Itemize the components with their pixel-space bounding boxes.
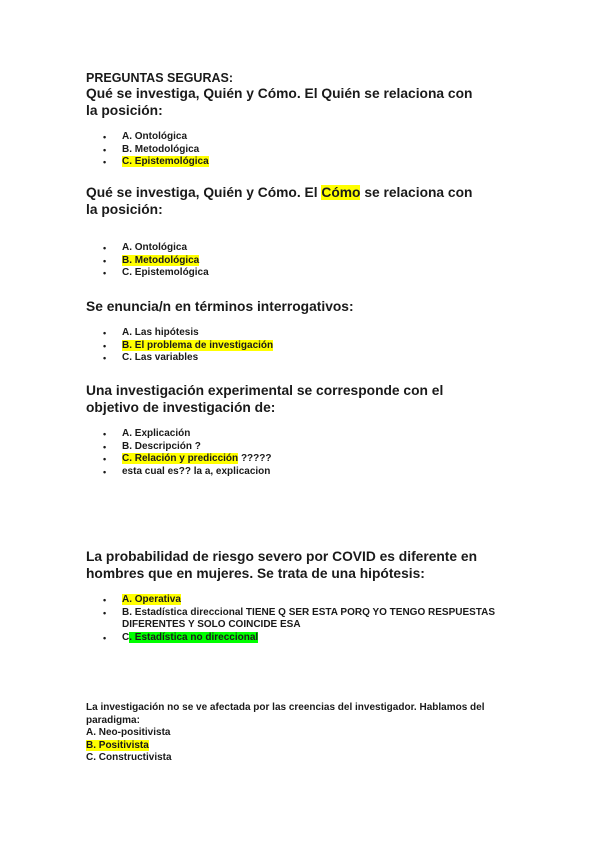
highlighted-answer: A. Operativa xyxy=(122,594,181,605)
question-6 xyxy=(86,702,496,765)
list-item: • C. Relación y predicción ????? xyxy=(103,453,272,464)
list-item: • C. Epistemológica xyxy=(103,267,209,278)
bullet-icon: • xyxy=(103,132,107,142)
list-item: • B. Descripción ? xyxy=(103,440,201,452)
question-4-options xyxy=(86,428,486,478)
bullet-icon: • xyxy=(103,328,107,338)
bullet-icon: • xyxy=(103,441,107,452)
bullet-icon: • xyxy=(103,595,107,605)
bullet-icon: • xyxy=(103,454,107,464)
bullet-icon: • xyxy=(103,632,107,643)
question-6-option-c: C. Constructivista xyxy=(86,752,172,763)
highlighted-answer: B. Positivista xyxy=(86,739,149,751)
list-item: • A. Explicación xyxy=(103,428,191,439)
document-title-block xyxy=(86,71,486,86)
list-item: • C. Estadística no direccional xyxy=(103,631,259,643)
list-item xyxy=(86,594,496,607)
bullet-icon: • xyxy=(103,466,107,477)
bullet-icon: • xyxy=(103,268,107,278)
question-6-option-b xyxy=(86,740,496,753)
list-item: • A. Las hipótesis xyxy=(103,327,199,338)
question-5-text: La probabilidad de riesgo severo por COVID es diferente en hombres que en mujeres. Se trata de una hipótesis: xyxy=(86,549,478,581)
bullet-icon: • xyxy=(103,255,107,266)
highlighted-answer: C. Relación y predicción xyxy=(122,453,239,464)
question-1-text: Qué se investiga, Quién y Cómo. El Quién se relaciona con la posición: xyxy=(86,86,473,118)
highlighted-answer: C. Epistemológica xyxy=(122,156,209,167)
bullet-icon: • xyxy=(103,353,107,363)
list-item xyxy=(86,255,486,268)
question-3 xyxy=(86,298,486,365)
document-title: PREGUNTAS SEGURAS: xyxy=(86,71,234,85)
question-6-text: La investigación no se ve afectada por las creencias del investigador. Hablamos del paradigma: xyxy=(86,702,485,726)
question-2-text: Qué se investiga, Quién y Cómo. El Cómo se relaciona con la posición: xyxy=(86,185,473,217)
list-item xyxy=(86,156,486,169)
question-3-options xyxy=(86,327,486,365)
question-5 xyxy=(86,548,496,644)
list-item: • C. Las variables xyxy=(103,352,199,363)
question-2-options xyxy=(86,242,486,280)
bullet-icon: • xyxy=(103,340,107,351)
bullet-icon: • xyxy=(103,429,107,439)
question-6-option-a: A. Neo-positivista xyxy=(86,727,171,738)
bullet-icon: • xyxy=(103,157,107,167)
list-item: • esta cual es?? la a, explicacion xyxy=(103,465,271,477)
question-5-options xyxy=(86,594,496,644)
question-1 xyxy=(86,85,486,169)
list-item: • B. Metodológica xyxy=(103,143,200,155)
bullet-icon: • xyxy=(103,243,107,253)
bullet-icon: • xyxy=(103,144,107,155)
bullet-icon: • xyxy=(103,607,107,618)
list-item: • A. Ontológica xyxy=(103,242,187,253)
question-3-text: Se enuncia/n en términos interrogativos: xyxy=(86,299,354,314)
question-4-text: Una investigación experimental se corresponde con el objetivo de investigación de: xyxy=(86,383,444,415)
question-4 xyxy=(86,382,486,478)
question-1-options xyxy=(86,131,486,169)
highlighted-answer: B. Metodológica xyxy=(122,254,200,266)
list-item xyxy=(86,340,486,353)
highlighted-answer: B. El problema de investigación xyxy=(122,339,274,351)
highlighted-word: Cómo xyxy=(321,185,361,200)
question-2 xyxy=(86,184,486,280)
list-item: • B. Estadística direccional TIENE Q SER ESTA PORQ YO TENGO RESPUESTAS DIFERENTES Y SOLO COINCIDE ESA xyxy=(103,606,496,630)
list-item: • A. Ontológica xyxy=(103,131,187,142)
highlighted-answer-green: . Estadística no direccional xyxy=(129,631,259,643)
